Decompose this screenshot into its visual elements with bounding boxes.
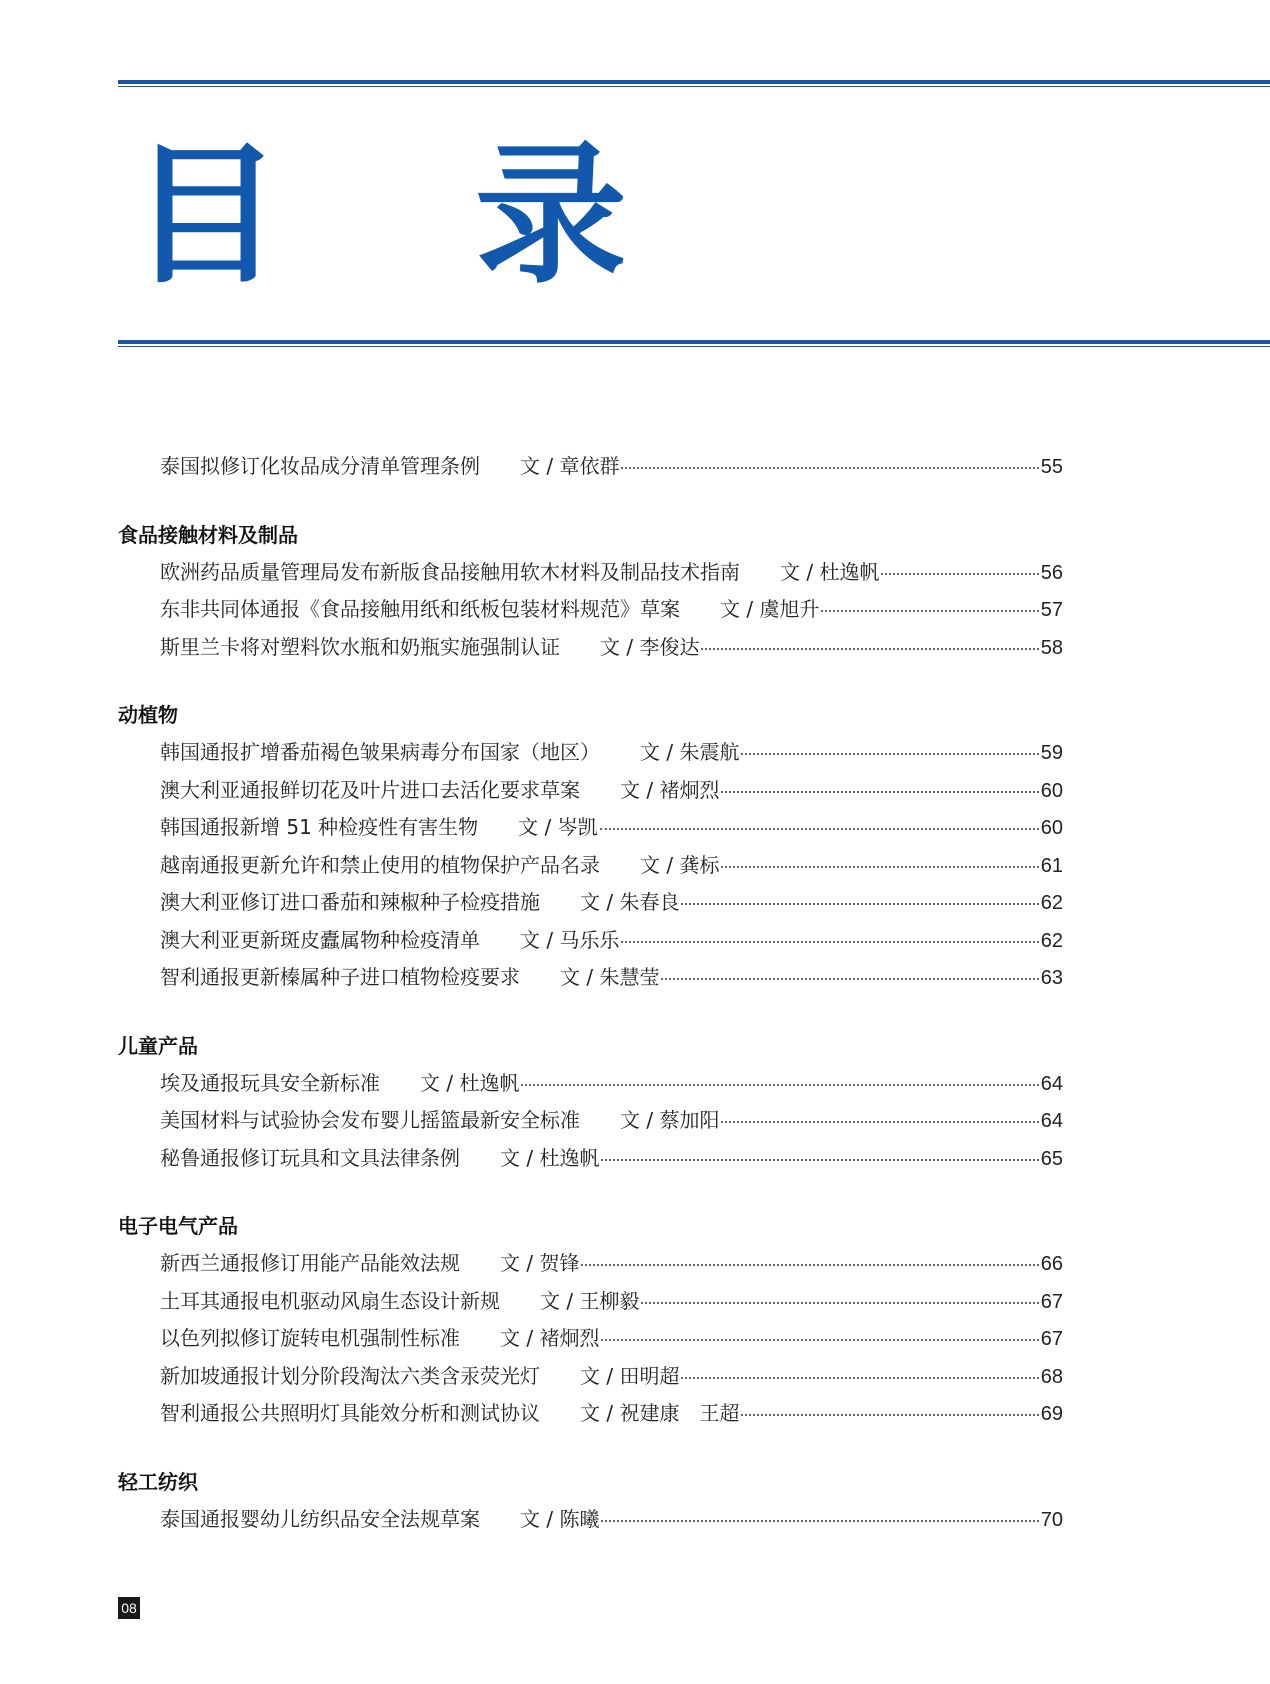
entry-author: 文 / 杜逸帆	[780, 559, 880, 584]
entry-author: 文 / 朱慧莹	[560, 965, 660, 989]
entry-page-number: 62	[1040, 929, 1063, 952]
dot-leader	[821, 609, 1038, 612]
dot-leader	[701, 647, 1038, 650]
page-title: 目 录	[130, 127, 697, 304]
toc-entry[interactable]	[118, 554, 1063, 592]
entry-author: 文 / 贺锋	[500, 1251, 580, 1275]
toc-section	[118, 1027, 1063, 1178]
entry-author: 文 / 祝建康 王超	[580, 1401, 740, 1425]
entry-title: 美国材料与试验协会发布婴儿摇篮最新安全标准	[160, 1108, 580, 1132]
toc-entry[interactable]	[118, 847, 1063, 885]
entry-page-number: 67	[1040, 1328, 1063, 1350]
entry-page-number: 68	[1040, 1365, 1063, 1388]
dot-leader	[601, 1158, 1038, 1161]
entry-page-number: 59	[1040, 742, 1063, 764]
toc-entry[interactable]	[118, 1245, 1063, 1283]
entry-page-number: 58	[1040, 636, 1063, 659]
entry-title: 斯里兰卡将对塑料饮水瓶和奶瓶实施强制认证	[160, 634, 560, 659]
dot-leader	[681, 902, 1038, 905]
entry-page-number: 63	[1040, 967, 1063, 989]
toc-section	[118, 1463, 1063, 1539]
toc-entry[interactable]	[118, 1501, 1063, 1539]
entry-title: 欧洲药品质量管理局发布新版食品接触用软木材料及制品技术指南	[160, 559, 740, 584]
entry-author: 文 / 龚标	[640, 852, 720, 877]
entry-title: 泰国拟修订化妆品成分清单管理条例	[160, 454, 480, 478]
entry-title: 新加坡通报计划分阶段淘汰六类含汞荧光灯	[160, 1363, 540, 1388]
table-of-contents	[118, 448, 1063, 1538]
toc-entry[interactable]	[118, 1283, 1063, 1321]
dot-leader	[521, 1083, 1038, 1086]
dot-leader	[661, 977, 1038, 980]
entry-page-number: 61	[1040, 854, 1063, 877]
title-underline-rule	[118, 340, 1270, 347]
dot-leader	[741, 1413, 1038, 1416]
entry-author: 文 / 杜逸帆	[500, 1145, 600, 1170]
entry-title: 土耳其通报电机驱动风扇生态设计新规	[160, 1288, 500, 1313]
entry-author: 文 / 陈曦	[520, 1506, 600, 1531]
toc-entry[interactable]	[118, 448, 1063, 486]
toc-entry[interactable]	[118, 1358, 1063, 1396]
entry-page-number: 62	[1040, 892, 1063, 914]
entry-author: 文 / 朱春良	[580, 890, 680, 914]
entry-page-number: 64	[1040, 1072, 1063, 1095]
toc-section	[118, 516, 1063, 667]
entry-title: 澳大利亚修订进口番茄和辣椒种子检疫措施	[160, 890, 540, 914]
entry-page-number: 64	[1040, 1110, 1063, 1132]
entry-title: 韩国通报扩增番茄褐色皱果病毒分布国家（地区）	[160, 740, 600, 764]
dot-leader	[741, 752, 1038, 755]
entry-title: 韩国通报新增 51 种检疫性有害生物	[160, 815, 479, 839]
toc-entry[interactable]	[118, 772, 1063, 810]
toc-entry[interactable]	[118, 922, 1063, 960]
toc-section	[118, 1207, 1063, 1433]
entry-title: 智利通报更新榛属种子进口植物检疫要求	[160, 965, 520, 989]
dot-leader	[881, 572, 1038, 575]
section-title: 儿童产品	[118, 1033, 198, 1058]
entry-page-number: 67	[1040, 1290, 1063, 1313]
toc-entry[interactable]	[118, 1065, 1063, 1103]
toc-entry[interactable]	[118, 1102, 1063, 1140]
dot-leader	[601, 1519, 1038, 1522]
dot-leader	[721, 790, 1038, 793]
dot-leader	[721, 1120, 1038, 1123]
entry-page-number: 70	[1040, 1508, 1063, 1531]
toc-entry[interactable]	[118, 1320, 1063, 1358]
entry-author: 文 / 褚炯烈	[500, 1326, 600, 1350]
toc-entry[interactable]	[118, 809, 1063, 847]
dot-leader	[621, 940, 1038, 943]
toc-entry[interactable]	[118, 884, 1063, 922]
entry-page-number: 56	[1040, 561, 1063, 584]
entry-author: 文 / 李俊达	[600, 634, 700, 659]
toc-entry[interactable]	[118, 1395, 1063, 1433]
toc-entry[interactable]	[118, 734, 1063, 772]
entry-page-number: 60	[1040, 779, 1063, 802]
toc-section	[118, 696, 1063, 997]
entry-author: 文 / 杜逸帆	[420, 1070, 520, 1095]
section-title: 动植物	[118, 703, 178, 727]
entry-author: 文 / 章依群	[520, 454, 620, 478]
entry-title: 澳大利亚更新斑皮蠹属物种检疫清单	[160, 927, 480, 952]
entry-page-number: 55	[1040, 456, 1063, 478]
entry-author: 文 / 朱震航	[640, 740, 740, 764]
dot-leader	[621, 466, 1038, 469]
section-title: 电子电气产品	[118, 1214, 238, 1238]
entry-title: 澳大利亚通报鲜切花及叶片进口去活化要求草案	[160, 777, 580, 802]
entry-title: 秘鲁通报修订玩具和文具法律条例	[160, 1145, 460, 1170]
toc-entry[interactable]	[118, 629, 1063, 667]
toc-entry[interactable]	[118, 1140, 1063, 1178]
dot-leader	[681, 1376, 1038, 1379]
dot-leader	[721, 865, 1038, 868]
entry-page-number: 57	[1040, 599, 1063, 621]
entry-page-number: 60	[1040, 817, 1063, 839]
top-rule	[118, 80, 1270, 87]
dot-leader	[600, 827, 1039, 830]
entry-title: 智利通报公共照明灯具能效分析和测试协议	[160, 1401, 540, 1425]
entry-title: 以色列拟修订旋转电机强制性标准	[160, 1326, 460, 1350]
dot-leader	[641, 1301, 1038, 1304]
entry-title: 新西兰通报修订用能产品能效法规	[160, 1251, 460, 1275]
entry-author: 文 / 岑凯	[518, 815, 598, 839]
entry-title: 埃及通报玩具安全新标准	[160, 1070, 380, 1095]
toc-entry[interactable]	[118, 591, 1063, 629]
entry-title: 泰国通报婴幼儿纺织品安全法规草案	[160, 1506, 480, 1531]
entry-author: 文 / 王柳毅	[540, 1288, 640, 1313]
entry-page-number: 69	[1040, 1403, 1063, 1425]
entry-title: 东非共同体通报《食品接触用纸和纸板包装材料规范》草案	[160, 597, 680, 621]
dot-leader	[601, 1338, 1038, 1341]
page-number: 08	[118, 1597, 140, 1619]
entry-title: 越南通报更新允许和禁止使用的植物保护产品名录	[160, 852, 600, 877]
entry-author: 文 / 马乐乐	[520, 927, 620, 952]
entry-author: 文 / 褚炯烈	[620, 777, 720, 802]
toc-section	[118, 448, 1063, 486]
entry-author: 文 / 田明超	[580, 1363, 680, 1388]
entry-author: 文 / 虞旭升	[720, 597, 820, 621]
dot-leader	[581, 1263, 1038, 1266]
entry-page-number: 66	[1040, 1253, 1063, 1275]
section-title: 食品接触材料及制品	[118, 522, 298, 547]
toc-entry[interactable]	[118, 959, 1063, 997]
section-title: 轻工纺织	[118, 1469, 198, 1494]
entry-author: 文 / 蔡加阳	[620, 1108, 720, 1132]
entry-page-number: 65	[1040, 1147, 1063, 1170]
